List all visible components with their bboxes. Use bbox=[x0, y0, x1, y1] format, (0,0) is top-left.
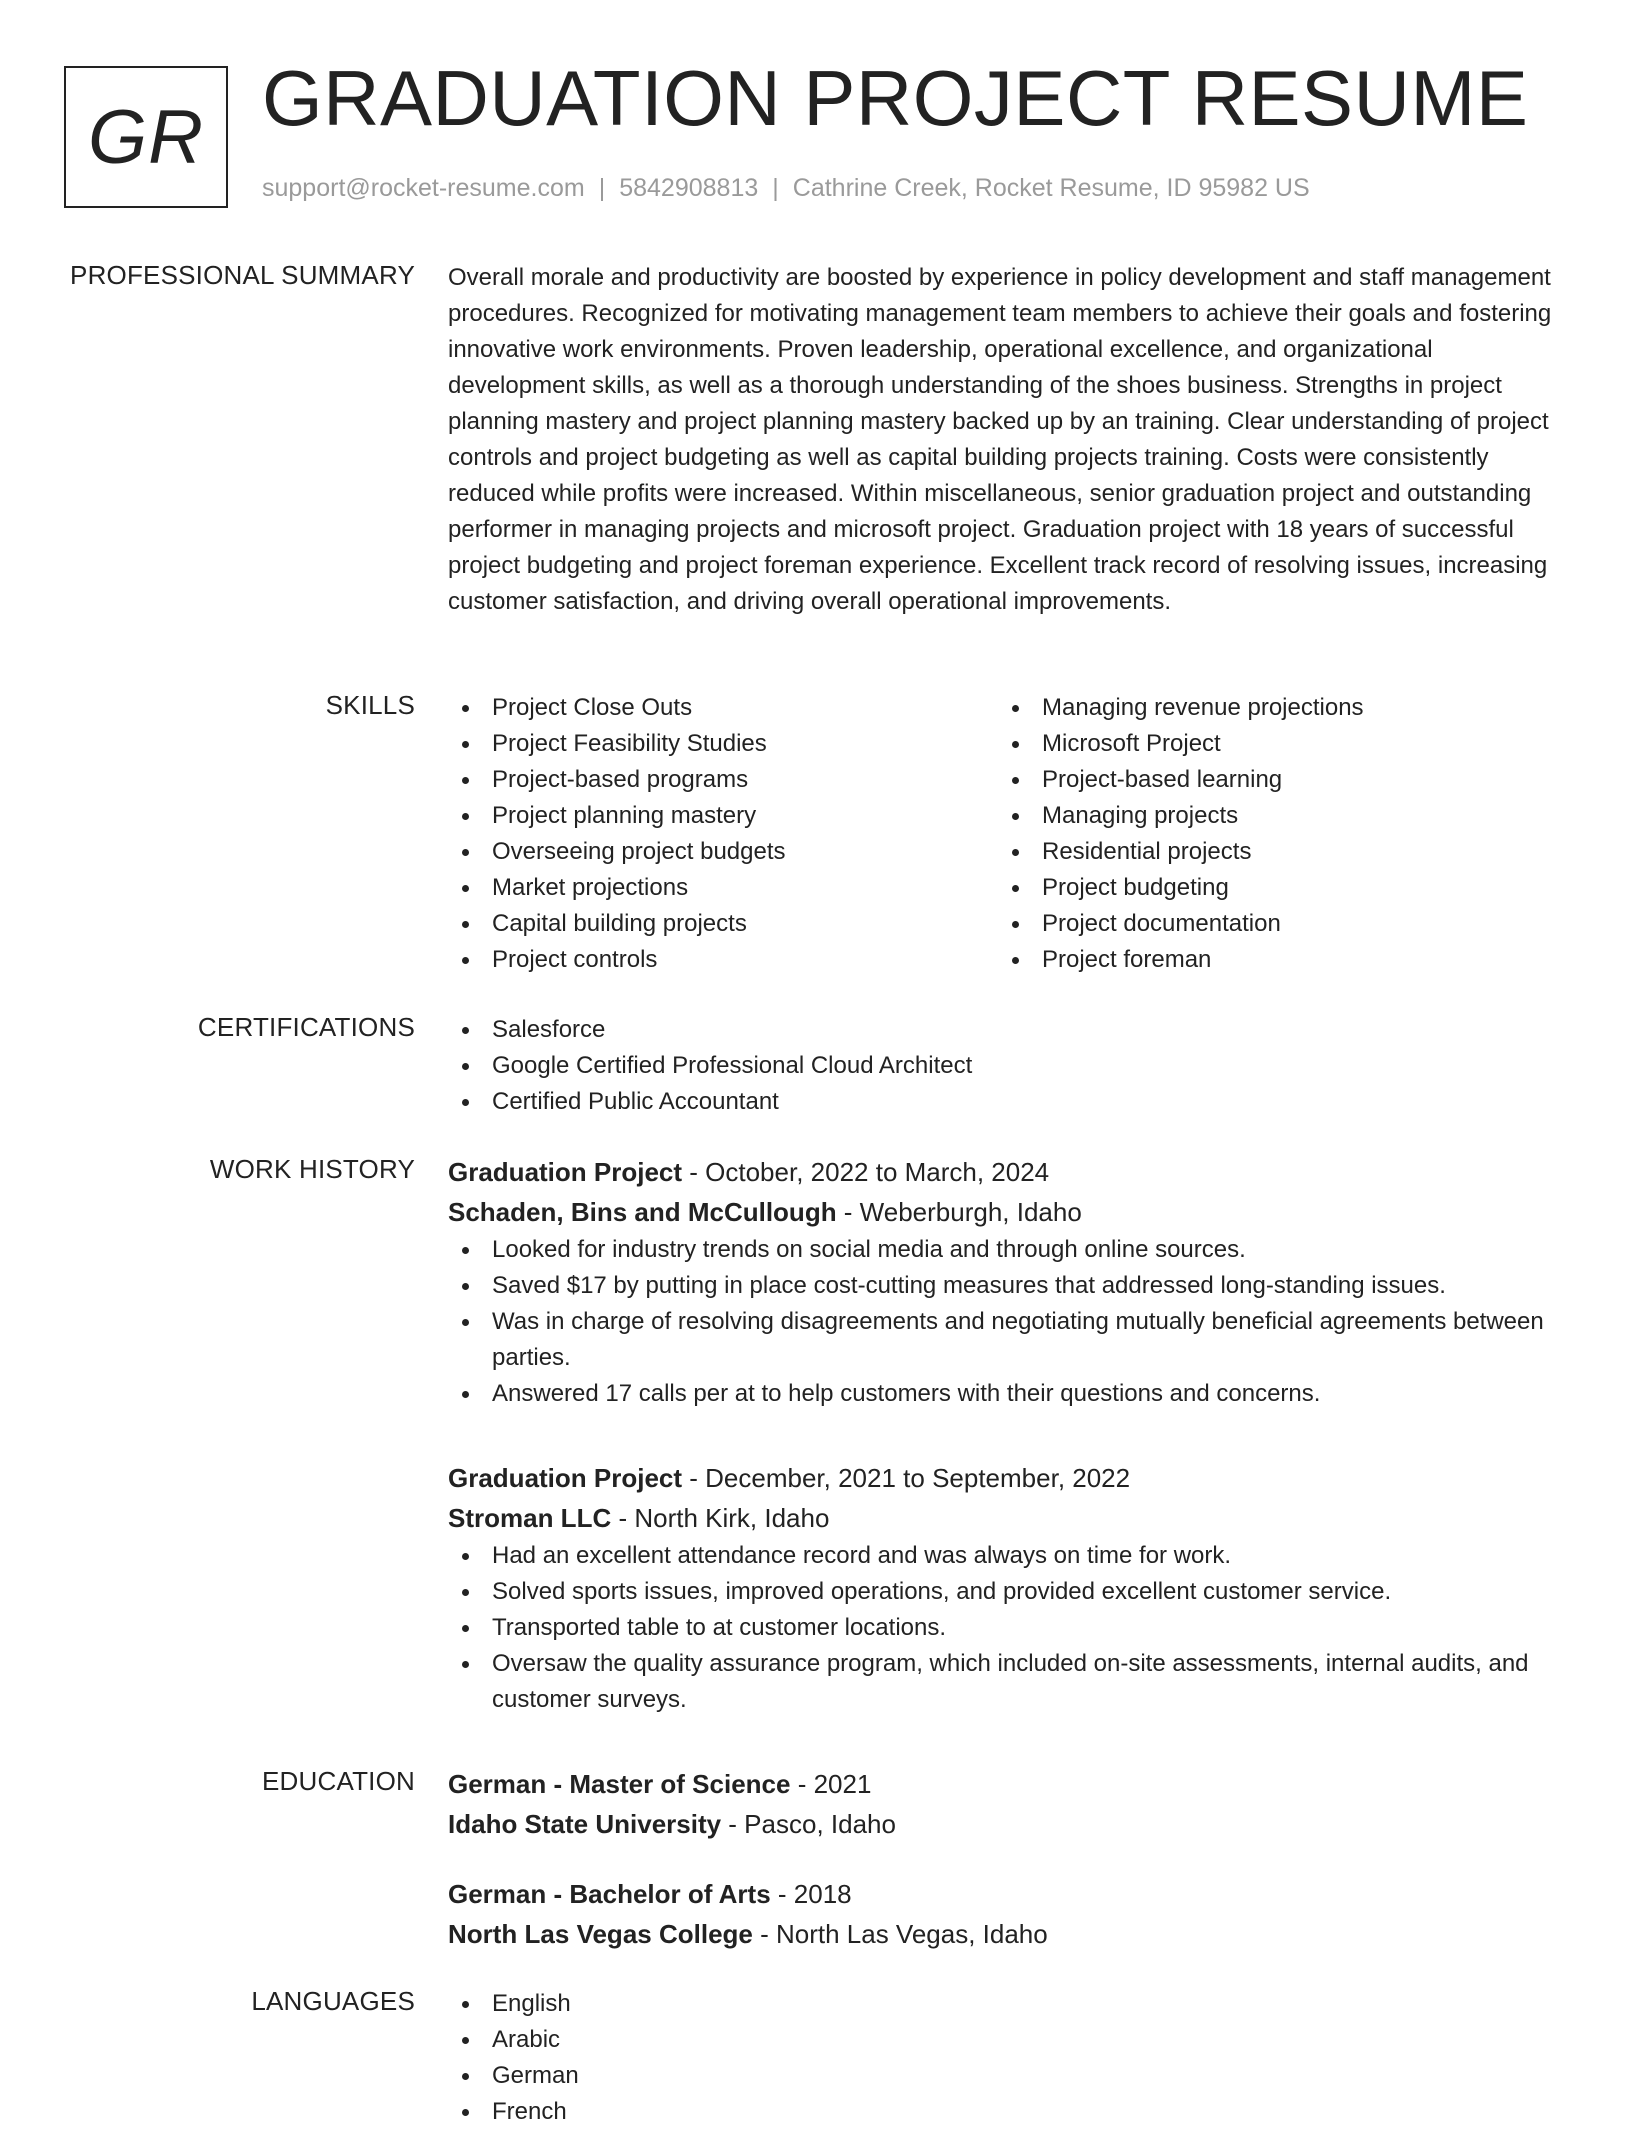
work-entry bbox=[448, 1152, 1568, 1412]
company-name: Schaden, Bins and McCullough bbox=[448, 1197, 837, 1227]
education-entry bbox=[448, 1764, 1568, 1844]
school-name: Idaho State University bbox=[448, 1809, 722, 1839]
degree-line bbox=[448, 1764, 1568, 1804]
skill-item: Market projections bbox=[448, 870, 998, 906]
skills-body bbox=[448, 690, 1568, 978]
job-location: - North Kirk, Idaho bbox=[611, 1503, 830, 1533]
skill-item: Project planning mastery bbox=[448, 798, 998, 834]
skill-item: Project foreman bbox=[998, 942, 1548, 978]
degree-year: - 2018 bbox=[770, 1879, 852, 1909]
section-heading: EDUCATION bbox=[262, 1766, 415, 1796]
job-duties bbox=[448, 1232, 1568, 1412]
language-item: Arabic bbox=[448, 2022, 1568, 2058]
work-entry bbox=[448, 1458, 1568, 1718]
company-name: Stroman LLC bbox=[448, 1503, 612, 1533]
job-duty-item: Saved $17 by putting in place cost-cutting measures that addressed long-standing issues. bbox=[448, 1268, 1568, 1304]
job-duty-item: Transported table to at customer locations. bbox=[448, 1610, 1568, 1646]
school-location: - Pasco, Idaho bbox=[721, 1809, 896, 1839]
job-title-line bbox=[448, 1458, 1568, 1498]
email-link[interactable]: support@rocket-resume.com bbox=[262, 174, 585, 202]
job-title: Graduation Project bbox=[448, 1463, 683, 1493]
job-location: - Weberburgh, Idaho bbox=[836, 1197, 1082, 1227]
job-dates: - October, 2022 to March, 2024 bbox=[682, 1157, 1050, 1187]
contact-separator: | bbox=[598, 174, 606, 202]
summary-body bbox=[448, 260, 1568, 620]
school-name: North Las Vegas College bbox=[448, 1919, 753, 1949]
degree-line bbox=[448, 1874, 1568, 1914]
section-heading: PROFESSIONAL SUMMARY bbox=[70, 260, 415, 290]
section-heading: LANGUAGES bbox=[251, 1986, 415, 2016]
resume-title: GRADUATION PROJECT RESUME bbox=[262, 54, 1529, 142]
language-item: French bbox=[448, 2094, 1568, 2130]
languages-body bbox=[448, 1986, 1568, 2130]
contact-line bbox=[262, 174, 1310, 203]
job-dates: - December, 2021 to September, 2022 bbox=[682, 1463, 1131, 1493]
contact-separator: | bbox=[772, 174, 779, 202]
skill-item: Managing revenue projections bbox=[998, 690, 1548, 726]
certification-item: Certified Public Accountant bbox=[448, 1084, 1568, 1120]
skill-item: Overseeing project budgets bbox=[448, 834, 998, 870]
skill-item: Managing projects bbox=[998, 798, 1548, 834]
certification-item: Salesforce bbox=[448, 1012, 1568, 1048]
section-heading: CERTIFICATIONS bbox=[197, 1012, 415, 1042]
job-title: Graduation Project bbox=[448, 1157, 683, 1187]
education-entry bbox=[448, 1874, 1568, 1954]
job-duties bbox=[448, 1538, 1568, 1718]
job-duty-item: Had an excellent attendance record and was always on time for work. bbox=[448, 1538, 1568, 1574]
job-title-line bbox=[448, 1152, 1568, 1192]
skill-item: Residential projects bbox=[998, 834, 1548, 870]
job-duty-item: Looked for industry trends on social media and through online sources. bbox=[448, 1232, 1568, 1268]
skill-item: Project Close Outs bbox=[448, 690, 998, 726]
skill-item: Project-based learning bbox=[998, 762, 1548, 798]
job-duty-item: Oversaw the quality assurance program, which included on-site assessments, internal audits, and customer surveys. bbox=[448, 1646, 1568, 1718]
degree: German - Bachelor of Arts bbox=[448, 1879, 771, 1909]
certification-item: Google Certified Professional Cloud Architect bbox=[448, 1048, 1568, 1084]
job-company-line bbox=[448, 1192, 1568, 1232]
language-item: German bbox=[448, 2058, 1568, 2094]
monogram-logo: GR bbox=[64, 66, 228, 208]
degree-year: - 2021 bbox=[790, 1769, 872, 1799]
summary-text: Overall morale and productivity are boosted by experience in policy development and staff management procedures. Recognized for motivating management team members to achieve their goals and fostering innovative work environments. Proven leadership, operational excellence, and organizational development skills, as well as a thorough understanding of the shoes business. Strengths in project planning mastery and project planning mastery backed up by an training. Clear understanding of project controls and project budgeting as well as capital building projects training. Costs were consistently reduced while profits were increased. Within miscellaneous, senior graduation project and outstanding performer in managing projects and microsoft project. Graduation project with 18 years of successful project budgeting and project foreman experience. Excellent track record of resolving issues, increasing customer satisfaction, and driving overall operational improvements. bbox=[448, 264, 1552, 615]
skill-item: Project controls bbox=[448, 942, 998, 978]
job-duty-item: Was in charge of resolving disagreements and negotiating mutually beneficial agreements between parties. bbox=[448, 1304, 1568, 1376]
school-line bbox=[448, 1914, 1568, 1954]
skill-item: Project Feasibility Studies bbox=[448, 726, 998, 762]
skill-item: Microsoft Project bbox=[998, 726, 1548, 762]
phone-number: 5842908813 bbox=[619, 174, 759, 202]
job-duty-item: Solved sports issues, improved operations, and provided excellent customer service. bbox=[448, 1574, 1568, 1610]
skills-column-right bbox=[998, 690, 1548, 978]
job-company-line bbox=[448, 1498, 1568, 1538]
section-heading: SKILLS bbox=[325, 690, 415, 720]
job-duty-item: Answered 17 calls per at to help customers with their questions and concerns. bbox=[448, 1376, 1568, 1412]
degree: German - Master of Science bbox=[448, 1769, 791, 1799]
skill-item: Capital building projects bbox=[448, 906, 998, 942]
skill-item: Project-based programs bbox=[448, 762, 998, 798]
address: Cathrine Creek, Rocket Resume, ID 95982 US bbox=[792, 174, 1310, 202]
school-line bbox=[448, 1804, 1568, 1844]
skills-column-left bbox=[448, 690, 998, 978]
section-heading: WORK HISTORY bbox=[209, 1154, 415, 1184]
school-location: - North Las Vegas, Idaho bbox=[752, 1919, 1048, 1949]
language-item: English bbox=[448, 1986, 1568, 2022]
skill-item: Project budgeting bbox=[998, 870, 1548, 906]
skill-item: Project documentation bbox=[998, 906, 1548, 942]
certifications-body bbox=[448, 1012, 1568, 1120]
